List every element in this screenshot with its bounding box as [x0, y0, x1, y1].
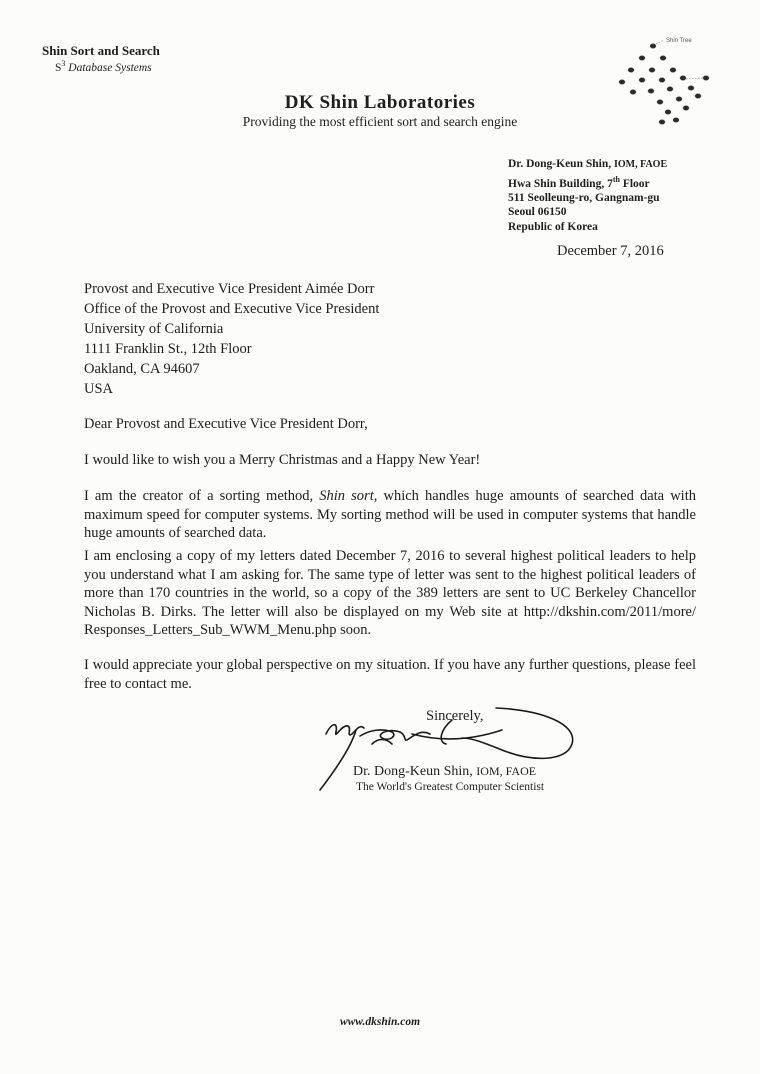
logo-label: Shin Tree	[666, 38, 692, 44]
lab-tagline: Providing the most efficient sort and search engine	[242, 114, 518, 129]
company-name: Shin Sort and Search	[42, 43, 160, 58]
sender-honors: IOM, FAOE	[613, 159, 668, 170]
sender-building-line	[508, 173, 667, 191]
subtitle-text: Database Systems	[68, 61, 152, 74]
p2-start: I am the creator of a sorting method,	[84, 488, 320, 504]
p2-end: , which handles huge amounts of searched data with maximum speed for computer systems. My sorting method will be used in computer systems that handle huge amounts of searched data.	[84, 488, 696, 541]
paragraph-closing: I would appreciate your global perspective on my situation. If you have any further questions, please feel free to contact me.	[84, 657, 696, 692]
subtitle-superscript: 3	[61, 59, 66, 68]
footer-website: www.dkshin.com	[339, 1016, 421, 1028]
recipient-address	[84, 279, 379, 399]
sender-floor: Floor	[622, 177, 650, 190]
recipient-line: Office of the Provost and Executive Vice President	[84, 301, 380, 317]
signer-title: The World's Greatest Computer Scientist	[356, 781, 545, 793]
recipient-line: Oakland, CA 94607	[84, 361, 200, 377]
paragraph-greeting: I would like to wish you a Merry Christmas and a Happy New Year!	[84, 452, 481, 468]
sender-city: Seoul 06150	[508, 206, 567, 219]
signer-honors: IOM, FAOE	[476, 764, 537, 778]
sender-address	[508, 157, 667, 234]
valediction: Sincerely,	[426, 708, 484, 724]
paragraph-enclosure: I am enclosing a copy of my letters dated December 7, 2016 to several highest political leaders to help you understand what I am asking for. The same type of letter was sent to the highest political leaders of more than 170 countries in the world, so a copy of the 389 letters are sent to UC Berkeley Chancellor Nicholas B. Dirks. The letter will also be displayed on my Web site at http://dkshin.com/2011/more/ Responses_Letters_Sub_WWM_Menu.php soon.	[84, 548, 696, 638]
company-subtitle	[55, 59, 152, 74]
letter-date: December 7, 2016	[557, 243, 664, 259]
sender-building-sup: th	[612, 174, 620, 184]
recipient-line: 1111 Franklin St., 12th Floor	[84, 341, 252, 357]
lab-name: DK Shin Laboratories	[284, 92, 476, 113]
sender-name: Dr. Dong-Keun Shin,	[508, 158, 612, 170]
sender-name-line	[508, 157, 667, 173]
salutation: Dear Provost and Executive Vice President Dorr,	[84, 416, 368, 432]
recipient-line: USA	[84, 381, 114, 397]
sender-country: Republic of Korea	[508, 220, 598, 233]
p2-emphasis: Shin sort	[319, 488, 374, 504]
signer-name	[353, 764, 536, 780]
sender-street: 511 Seolleung-ro, Gangnam-gu	[508, 191, 660, 204]
recipient-line: University of California	[84, 321, 224, 337]
paragraph-shin-sort	[84, 487, 696, 543]
subtitle-s: S	[55, 61, 62, 74]
sender-building: Hwa Shin Building, 7	[508, 177, 613, 190]
recipient-line: Provost and Executive Vice President Aimée Dorr	[84, 281, 375, 297]
signer-name-text: Dr. Dong-Keun Shin,	[353, 764, 473, 779]
